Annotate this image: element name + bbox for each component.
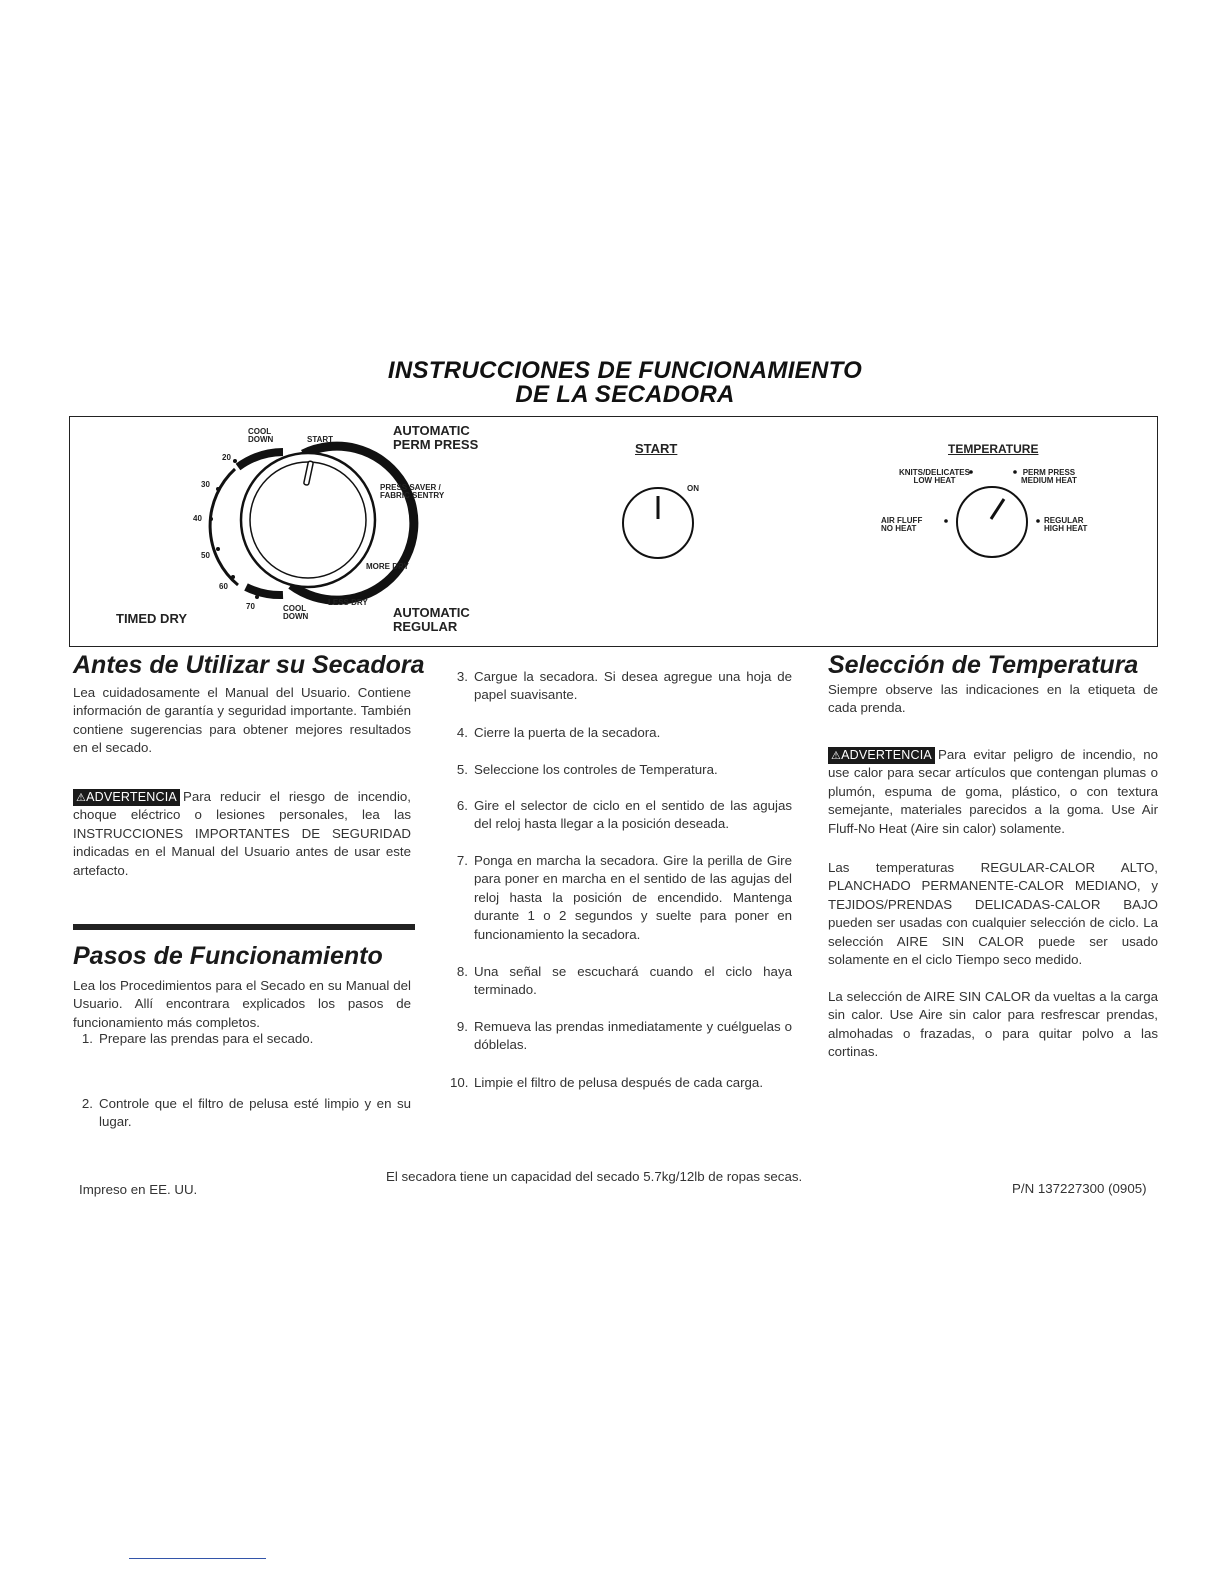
capacity-note: El secadora tiene un capacidad del secado 5.7kg/12lb de ropas secas. [386,1169,803,1184]
temp-dot-air-fluff [944,519,948,523]
perm-press-medium-heat-label: PERM PRESS MEDIUM HEAT [1021,468,1077,485]
warning-block-1: ⚠ADVERTENCIA Para reducir el riesgo de incendio, choque eléctrico o lesiones personales, lea las INSTRUCCIONES IMPORTANTES DE SEGURIDAD indicadas en el Manual del Usuario antes de usar este artefacto. [73,789,411,878]
heading-seleccion: Selección de Temperatura [828,651,1139,679]
para-seleccion: Siempre observe las indicaciones en la etiqueta de cada prenda. [828,682,1158,716]
temperature-knob [957,487,1027,557]
warning-badge-2: ⚠ADVERTENCIA [828,747,935,764]
para-aire-sin-calor: La selección de AIRE SIN CALOR da vueltas a la carga sin calor. Use Aire sin calor para resfrescar prendas, almohadas o frazadas, o para quitar polvo a las cortinas. [828,989,1158,1060]
more-dry-label: MORE DRY [366,562,409,571]
warning-block-2: ⚠ADVERTENCIA Para evitar peligro de incendio, no use calor para secar artículos que contengan plumas o plumón, espuma de goma, plástico, o con textura semejante, materiales parecidos a la goma. Use Air Fluff-No Heat (Aire sin calor) solamente. [828,747,1158,836]
cool-down-bottom-label: COOL DOWN [283,604,309,621]
mark-30: 30 [201,480,210,489]
para-antes: Lea cuidadosamente el Manual del Usuario. Contiene información de garantía y seguridad importante. También contiene sugerencias para obtener mejores resultados en el secado. [73,685,411,756]
step-7: 7. Ponga en marcha la secadora. Gire la perilla de Gire para poner en marcha en el sentido de las agujas del reloj hasta la posición de encendido. Mantenga durante 1 o 2 segundos y suelte para poner en funcionamiento la secadora. [456,853,792,942]
start-on-label: ON [687,484,699,493]
step-9: 9. Remueva las prendas inmediatamente y cuélguelas o dóblelas. [456,1019,792,1053]
mark-60: 60 [219,582,228,591]
step-6: 6. Gire el selector de ciclo en el sentido de las agujas del reloj hasta llegar a la posición deseada. [456,798,792,832]
heading-pasos: Pasos de Funcionamiento [73,942,383,970]
warning-icon: ⚠ [76,792,87,804]
air-fluff-no-heat-label: AIR FLUFF NO HEAT [881,516,923,533]
cool-down-top-label: COOL DOWN [248,427,274,444]
mark-40: 40 [193,514,202,523]
step-3: 3. Cargue la secadora. Si desea agregue una hoja de papel suavisante. [456,669,792,703]
tick-dot-60 [231,575,235,579]
start-position-label: START [307,435,334,444]
mark-70: 70 [246,602,255,611]
page-title-line1: INSTRUCCIONES DE FUNCIONAMIENTO [387,357,863,384]
part-number: P/N 137227300 (0905) [1012,1181,1147,1196]
para-temperaturas: Las temperaturas REGULAR-CALOR ALTO, PLANCHADO PERMANENTE-CALOR MEDIANO, y TEJIDOS/PRENDAS DELICADAS-CALOR BAJO pueden ser usadas con cualquier selección de ciclo. La selección AIRE SIN CALOR puede ser usado solamente en el ciclo Tiempo seco medido. [828,860,1158,968]
press-saver-label: PRESS SAVER / FABRIC SENTRY [380,483,445,500]
tick-dot-20 [233,459,237,463]
page-title-line2: DE LA SECADORA [515,381,735,408]
section-divider [73,924,415,930]
start-knob-label: START [635,441,678,456]
step-10: 10. Limpie el filtro de pelusa después de cada carga. [450,1075,764,1090]
warning-icon: ⚠ [831,750,842,762]
bottom-rule [129,1558,266,1559]
step-2: 2. Controle que el filtro de pelusa esté limpio y en su lugar. [81,1096,411,1130]
temp-dot-perm-press [1013,470,1017,474]
step-1: 1. Prepare las prendas para el secado. [81,1031,314,1046]
step-5: 5. Seleccione los controles de Temperatura. [456,762,718,777]
printed-in: Impreso en EE. UU. [79,1182,198,1197]
automatic-regular-label: AUTOMATIC REGULAR [393,605,470,634]
regular-high-heat-label: REGULAR HIGH HEAT [1044,516,1088,533]
step-8: 8. Una señal se escuchará cuando el ciclo haya terminado. [456,964,792,998]
tick-dot-30 [216,487,220,491]
temp-dot-regular [1036,519,1040,523]
mark-50: 50 [201,551,210,560]
timed-dry-arc [210,469,238,585]
control-panel-diagram [69,416,1158,647]
less-dry-label: LESS DRY [328,598,368,607]
timed-dry-label: TIMED DRY [116,611,188,626]
mark-20: 20 [222,453,231,462]
temperature-label: TEMPERATURE [948,442,1039,456]
heading-antes: Antes de Utilizar su Secadora [73,651,425,679]
tick-dot-40 [209,517,213,521]
knits-low-heat-label: KNITS/DELICATES LOW HEAT [899,468,970,485]
para-pasos: Lea los Procedimientos para el Secado en su Manual del Usuario. Allí encontrara explicados los pasos de funcionamiento más completos. [73,978,411,1030]
warning-badge-1: ⚠ADVERTENCIA [73,789,180,806]
tick-dot-70 [255,595,259,599]
cool-down-arc-bottom [246,587,283,595]
tick-dot-50 [216,547,220,551]
automatic-perm-press-label: AUTOMATIC PERM PRESS [393,423,479,452]
step-4: 4. Cierre la puerta de la secadora. [456,725,661,740]
